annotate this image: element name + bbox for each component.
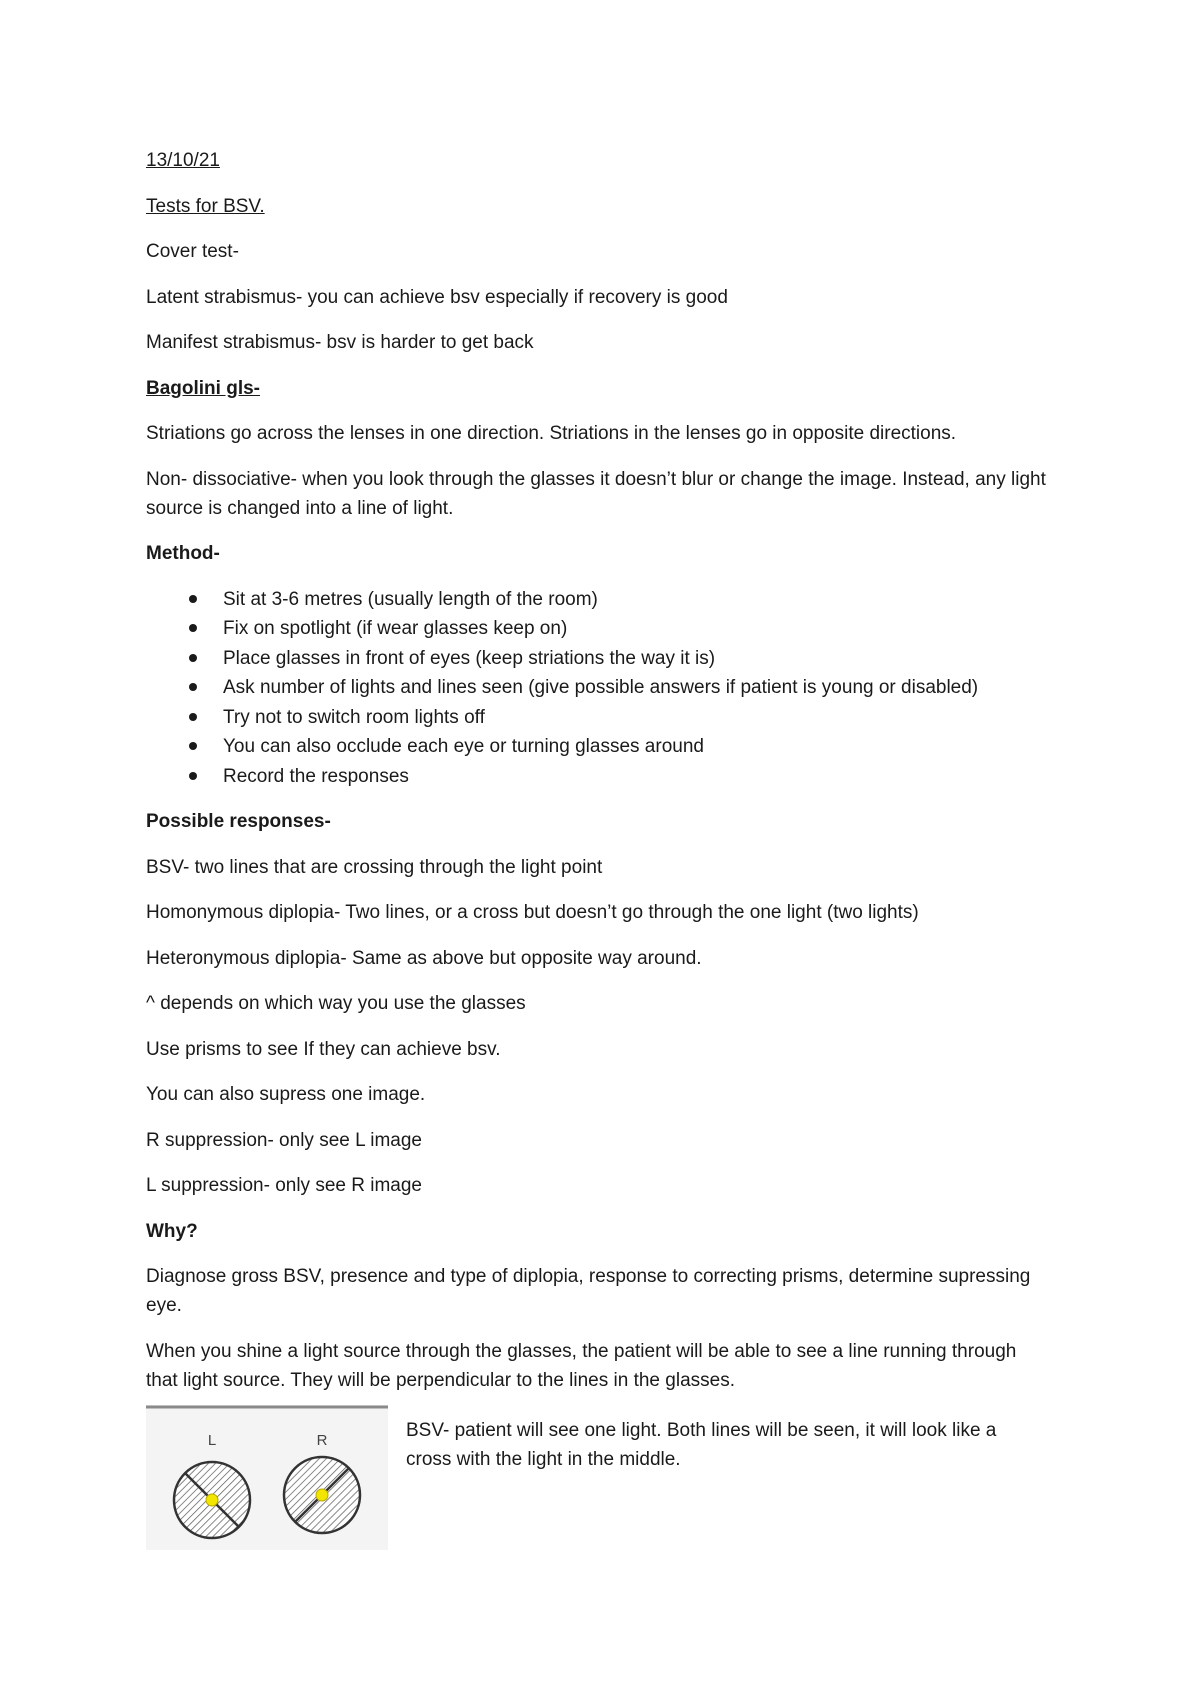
manifest-strabismus-text: Manifest strabismus- bsv is harder to get back [146, 332, 534, 353]
method-item [146, 732, 1046, 762]
light-source-text: When you shine a light source through the glasses, the patient will be able to see a line running through that light source. They will be perpendicular to the lines in the glasses. [146, 1340, 1017, 1391]
left-lens-label: L [207, 1432, 217, 1449]
latent-strabismus-text: Latent strabismus- you can achieve bsv especially if recovery is good [146, 286, 728, 308]
method-heading: Method- [146, 543, 220, 564]
method-item-text: Place glasses in front of eyes (keep striations the way it is) [223, 647, 716, 669]
response-prisms: Use prisms to see If they can achieve bsv. [146, 1038, 501, 1060]
method-item-text: Ask number of lights and lines seen (give possible answers if patient is young or disabled) [223, 677, 979, 698]
figure-row [146, 1411, 1046, 1550]
method-item [146, 614, 1046, 644]
method-item-text: Sit at 3-6 metres (usually length of the room) [223, 588, 598, 610]
document-body [146, 146, 1046, 1550]
possible-responses-heading: Possible responses- [146, 811, 331, 832]
right-lens-label: R [316, 1432, 328, 1449]
bullet-icon [189, 742, 197, 750]
bullet-icon [189, 595, 197, 603]
why-heading: Why? [146, 1220, 198, 1242]
response-depends-note: ^ depends on which way you use the glasses [146, 993, 526, 1014]
bullet-icon [189, 624, 197, 632]
bagolini-heading: Bagolini gls- [146, 377, 260, 399]
method-item [146, 703, 1046, 733]
bullet-icon [189, 683, 197, 691]
response-homonymous: Homonymous diplopia- Two lines, or a cross but doesn’t go through the one light (two lights) [146, 902, 919, 923]
method-item-text: You can also occlude each eye or turning glasses around [223, 736, 704, 757]
method-list [146, 585, 1046, 792]
right-light-point [316, 1489, 328, 1501]
page-title: Tests for BSV. [146, 195, 265, 217]
left-light-point [206, 1494, 218, 1506]
bsv-figure-caption: BSV- patient will see one light. Both lines will be seen, it will look like a cross with the light in the middle. [406, 1420, 997, 1470]
non-dissociative-text: Non- dissociative- when you look through the glasses it doesn’t blur or change the image. Instead, any light source is changed into a line of light. [146, 468, 1046, 519]
method-item [146, 644, 1046, 674]
method-item-text: Try not to switch room lights off [223, 706, 485, 728]
response-heteronymous: Heteronymous diplopia- Same as above but opposite way around. [146, 947, 702, 969]
striations-text: Striations go across the lenses in one direction. Striations in the lenses go in opposite directions. [146, 423, 957, 444]
bullet-icon [189, 772, 197, 780]
response-r-suppression: R suppression- only see L image [146, 1129, 422, 1151]
bagolini-lenses-figure [146, 1405, 388, 1550]
date: 13/10/21 [146, 150, 220, 171]
response-bsv: BSV- two lines that are crossing through the light point [146, 856, 603, 878]
method-item [146, 762, 1046, 792]
method-item-text: Fix on spotlight (if wear glasses keep on) [223, 618, 568, 639]
response-l-suppression: L suppression- only see R image [146, 1175, 422, 1196]
bullet-icon [189, 654, 197, 662]
method-item-text: Record the responses [223, 765, 409, 787]
why-text: Diagnose gross BSV, presence and type of diplopia, response to correcting prisms, determine supressing eye. [146, 1266, 1031, 1316]
cover-test-heading: Cover test- [146, 241, 239, 262]
response-supress: You can also supress one image. [146, 1084, 426, 1105]
method-item [146, 585, 1046, 615]
method-item [146, 673, 1046, 703]
bullet-icon [189, 713, 197, 721]
